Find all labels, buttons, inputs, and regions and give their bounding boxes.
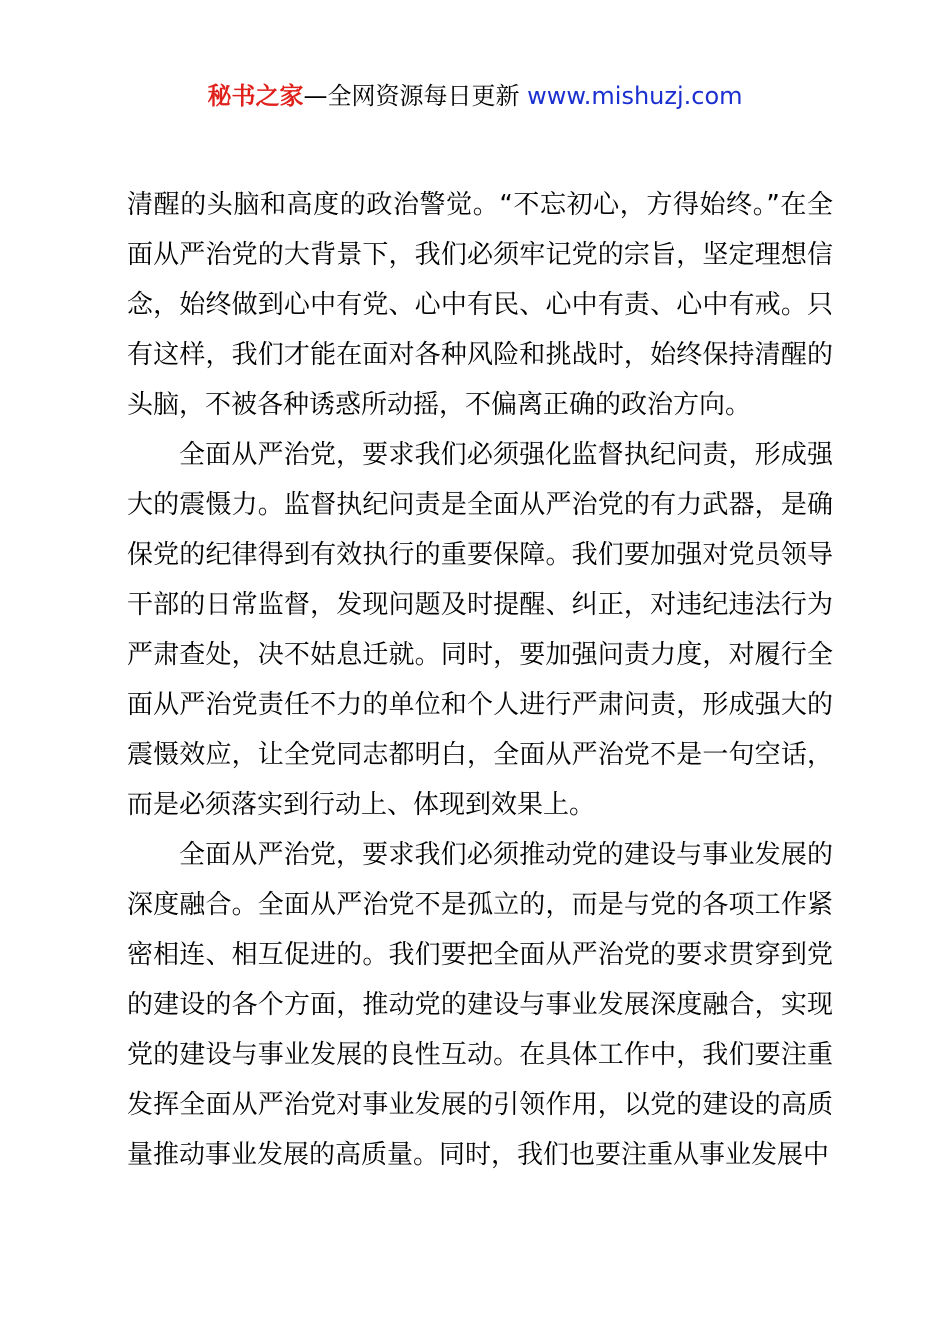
paragraph-3: 全面从严治党，要求我们必须推动党的建设与事业发展的深度融合。全面从严治党不是孤立的，而是与党的各项工作紧密相连、相互促进的。我们要把全面从严治党的要求贯穿到党的建设的各个方面，推动党的建设与事业发展深度融合，实现党的建设与事业发展的良性互动。在具体工作中，我们要注重发挥全面从严治党对事业发展的引领作用，以党的建设的高质量推动事业发展的高质量。同时，我们也要注重从事业发展中 (127, 840, 833, 1170)
header-tagline: —全网资源每日更新 (303, 82, 528, 110)
website-url[interactable]: www.mishuzj.com (527, 82, 743, 110)
page-header (0, 78, 950, 114)
paragraph-1: 清醒的头脑和高度的政治警觉。“不忘初心，方得始终。”在全面从严治党的大背景下，我们必须牢记党的宗旨，坚定理想信念，始终做到心中有党、心中有民、心中有责、心中有戒。只有这样，我们才能在面对各种风险和挑战时，始终保持清醒的头脑，不被各种诱惑所动摇，不偏离正确的政治方向。 (127, 190, 833, 420)
brand-name: 秘书之家 (207, 82, 304, 110)
paragraph-2: 全面从严治党，要求我们必须强化监督执纪问责，形成强大的震慑力。监督执纪问责是全面从严治党的有力武器，是确保党的纪律得到有效执行的重要保障。我们要加强对党员领导干部的日常监督，发现问题及时提醒、纠正，对违纪违法行为严肃查处，决不姑息迁就。同时，要加强问责力度，对履行全面从严治党责任不力的单位和个人进行严肃问责，形成强大的震慑效应，让全党同志都明白，全面从严治党不是一句空话，而是必须落实到行动上、体现到效果上。 (127, 440, 833, 820)
document-body (127, 180, 833, 1180)
